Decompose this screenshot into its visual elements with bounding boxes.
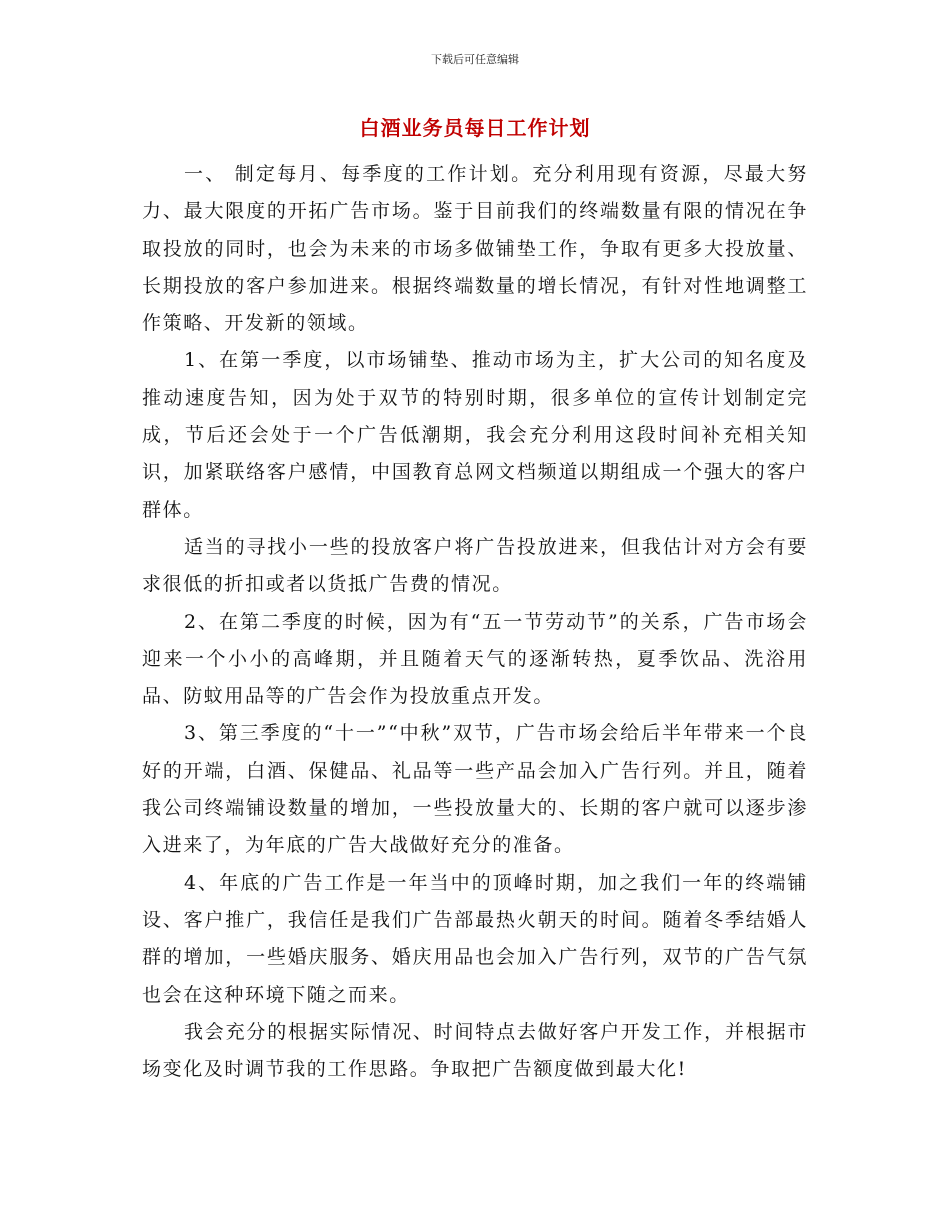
header-note: 下载后可任意编辑 [431, 53, 519, 66]
paragraph: 一、 制定每月、每季度的工作计划。充分利用现有资源，尽最大努力、最大限度的开拓广告市场。鉴于目前我们的终端数量有限的情况在争取投放的同时，也会为未来的市场多做铺垫工作，争取有更多大投放量、长期投放的客户参加进来。根据终端数量的增长情况，有针对性地调整工作策略、开发新的领域。 [142, 163, 808, 335]
paragraph: 4、年底的广告工作是一年当中的顶峰时期，加之我们一年的终端铺设、客户推广，我信任是我们广告部最热火朝天的时间。随着冬季结婚人群的增加，一些婚庆服务、婚庆用品也会加入广告行列，双节的广告气氛也会在这种环境下随之而来。 [142, 871, 808, 1006]
paragraph: 适当的寻找小一些的投放客户将广告投放进来，但我估计对方会有要求很低的折扣或者以货抵广告费的情况。 [142, 535, 808, 596]
paragraph: 我会充分的根据实际情况、时间特点去做好客户开发工作，并根据市场变化及时调节我的工作思路。争取把广告额度做到最大化! [142, 1020, 808, 1081]
document-body [142, 156, 808, 1088]
paragraph: 1、在第一季度，以市场铺垫、推动市场为主，扩大公司的知名度及推动速度告知，因为处于双节的特别时期，很多单位的宣传计划制定完成，节后还会处于一个广告低潮期，我会充分利用这段时间补充相关知识，加紧联络客户感情，中国教育总网文档频道以期组成一个强大的客户群体。 [142, 349, 808, 521]
document-title: 白酒业务员每日工作计划 [359, 116, 591, 140]
paragraph: 2、在第二季度的时候，因为有“五一节劳动节”的关系，广告市场会迎来一个小小的高峰期，并且随着天气的逐渐转热，夏季饮品、洗浴用品、防蚊用品等的广告会作为投放重点开发。 [142, 610, 808, 708]
paragraph: 3、第三季度的“十一”“中秋”双节，广告市场会给后半年带来一个良好的开端，白酒、保健品、礼品等一些产品会加入广告行列。并且，随着我公司终端铺设数量的增加，一些投放量大的、长期的客户就可以逐步渗入进来了，为年底的广告大战做好充分的准备。 [142, 722, 808, 857]
